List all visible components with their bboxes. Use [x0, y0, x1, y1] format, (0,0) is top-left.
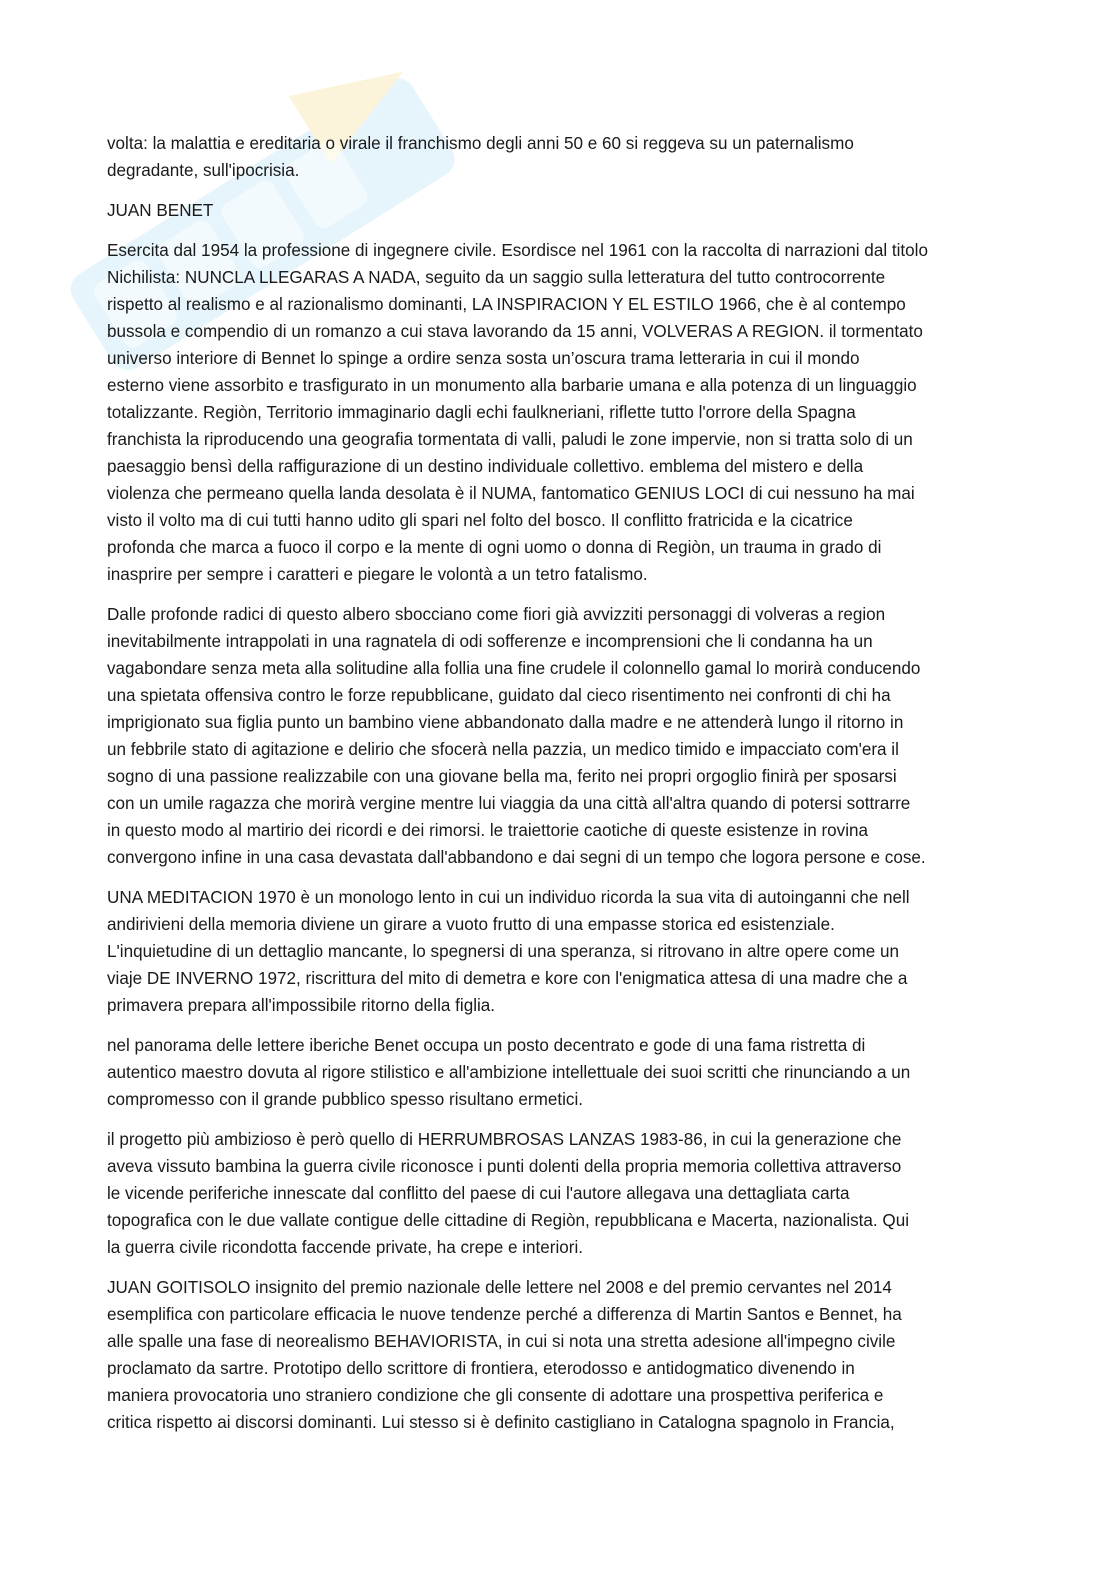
- paragraph-continuation: volta: la malattia e ereditaria o virale il franchismo degli anni 50 e 60 si reggeva su un paternalismo degradante, sull'ipocrisia.: [107, 134, 854, 180]
- paragraph-benet-intro: Esercita dal 1954 la professione di ingegnere civile. Esordisce nel 1961 con la raccolta di narrazioni dal titolo Nichilista: NUNCLA LLEGARAS A NADA, seguito da un saggio sulla letteratura del tutto controcorrente rispetto al realismo e al razionalismo dominanti, LA INSPIRACION Y EL ESTILO 1966, che è al contempo bussola e compendio di un romanzo a cui stava lavorando da 15 anni, VOLVERAS A REGION. il tormentato universo interiore di Bennet lo spinge a ordire senza sosta un’oscura trama letteraria in cui il mondo esterno viene assorbito e trasfigurato in un monumento alla barbarie umana e alla potenza di un linguaggio totalizzante. Regiòn, Territorio immaginario dagli echi faulkneriani, riflette tutto l'orrore della Spagna franchista la riproducendo una geografia tormentata di valli, paludi le zone impervie, non si tratta solo di un paesaggio bensì della raffigurazione di un destino individuale collettivo. emblema del mistero e della violenza che permeano quella landa desolata è il NUMA, fantomatico GENIUS LOCI di cui nessuno ha mai visto il volto ma di cui tutti hanno udito gli spari nel folto del bosco. Il conflitto fratricida e la cicatrice profonda che marca a fuoco il corpo e la mente di ogni uomo o donna di Regiòn, un trauma in grado di inasprire per sempre i caratteri e piegare le volontà a un tetro fatalismo.: [107, 241, 928, 584]
- paragraph-una-meditacion: UNA MEDITACION 1970 è un monologo lento in cui un individuo ricorda la sua vita di autoinganni che nell andirivieni della memoria diviene un girare a vuoto frutto di una empasse storica ed esistenziale. L'inquietudine di un dettaglio mancante, lo spegnersi di una speranza, si ritrovano in altre opere come un viaje DE INVERNO 1972, riscrittura del mito di demetra e kore con l'enigmatica attesa di una madre che a primavera prepara all'impossibile ritorno della figlia.: [107, 888, 910, 1015]
- heading-juan-benet: JUAN BENET: [107, 201, 214, 220]
- paragraph-herrumbrosas-lanzas: il progetto più ambizioso è però quello di HERRUMBROSAS LANZAS 1983-86, in cui la generazione che aveva vissuto bambina la guerra civile riconosce i punti dolenti della propria memoria collettiva attraverso le vicende periferiche innescate dal conflitto del paese di cui l'autore allegava una dettagliata carta topografica con le due vallate contigue delle cittadine di Regiòn, repubblicana e Macerta, nazionalista. Qui la guerra civile ricondotta faccende private, ha crepe e interiori.: [107, 1130, 910, 1257]
- paragraph-juan-goitisolo: JUAN GOITISOLO insignito del premio nazionale delle lettere nel 2008 e del premio cervantes nel 2014 esemplifica con particolare efficacia le nuove tendenze perché a differenza di Martin Santos e Bennet, ha alle spalle una fase di neorealismo BEHAVIORISTA, in cui si nota una stretta adesione all'impegno civile proclamato da sartre. Prototipo dello scrittore di frontiera, eterodosso e antidogmatico divenendo in maniera provocatoria uno straniero condizione che gli consente di adottare una prospettiva periferica e critica rispetto ai discorsi dominanti. Lui stesso si è definito castigliano in Catalogna spagnolo in Francia,: [107, 1278, 902, 1432]
- document-body: [107, 130, 1007, 1449]
- paragraph-benet-reputation: nel panorama delle lettere iberiche Benet occupa un posto decentrato e gode di una fama ristretta di autentico maestro dovuta al rigore stilistico e all'ambizione intellettuale dei suoi scritti che rinunciando a un compromesso con il grande pubblico spesso risultano ermetici.: [107, 1036, 911, 1109]
- paragraph-volveras-characters: Dalle profonde radici di questo albero sbocciano come fiori già avvizziti personaggi di volveras a region inevitabilmente intrappolati in una ragnatela di odi sofferenze e incomprensioni che li condanna ha un vagabondare senza meta alla solitudine alla follia una fine crudele il colonnello gamal lo morirà conducendo una spietata offensiva contro le forze repubblicane, guidato dal cieco risentimento nei confronti di chi ha imprigionato sua figlia punto un bambino viene abbandonato dalla madre e ne attenderà lungo il ritorno in un febbrile stato di agitazione e delirio che sfocerà nella pazzia, un medico timido e impacciato com'era il sogno di una passione realizzabile con una giovane bella ma, ferito nei propri orgoglio finirà per sposarsi con un umile ragazza che morirà vergine mentre lui viaggia da una città all'altra quando di potersi sottrarre in questo modo al martirio dei ricordi e dei rimorsi. le traiettorie caotiche di queste esistenze in rovina convergono infine in una casa devastata dall'abbandono e dai segni di un tempo che logora persone e cose.: [107, 605, 926, 867]
